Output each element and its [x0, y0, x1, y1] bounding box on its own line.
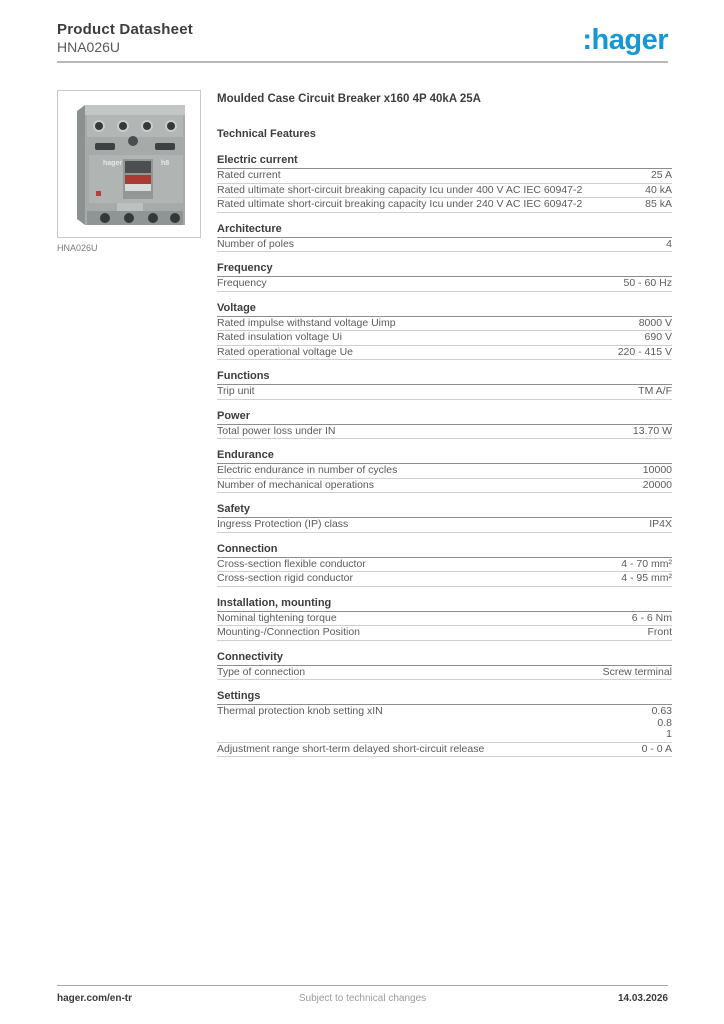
page-title: Product Datasheet	[57, 21, 193, 38]
spec-value: 4 - 95 mm²	[621, 572, 672, 584]
product-image-caption: HNA026U	[57, 243, 98, 253]
spec-label: Rated impulse withstand voltage Uimp	[217, 316, 396, 329]
spec-label: Ingress Protection (IP) class	[217, 518, 349, 530]
spec-row	[217, 464, 672, 479]
footer-divider	[57, 985, 668, 986]
spec-label: Number of poles	[217, 237, 295, 250]
spec-section-title: Settings	[217, 690, 672, 705]
spec-label: Mounting-/Connection Position	[217, 626, 361, 638]
spec-section	[217, 449, 672, 493]
spec-value: 6 - 6 Nm	[631, 611, 672, 624]
spec-row	[217, 705, 672, 743]
spec-row	[217, 385, 672, 400]
spec-value: 10000	[642, 464, 672, 476]
spec-label: Rated ultimate short-circuit breaking capacity Icu under 240 V AC IEC 60947-2	[217, 198, 583, 210]
footer-website-link[interactable]: hager.com/en-tr	[57, 993, 133, 1004]
spec-value: Front	[647, 626, 672, 638]
spec-value: 690 V	[644, 331, 672, 343]
spec-section	[217, 302, 672, 361]
spec-section-title: Connection	[217, 543, 672, 558]
spec-row	[217, 518, 672, 533]
spec-section	[217, 262, 672, 292]
spec-row	[217, 612, 672, 627]
spec-row	[217, 277, 672, 292]
spec-section	[217, 543, 672, 587]
spec-label: Cross-section rigid conductor	[217, 572, 353, 584]
spec-table	[217, 93, 672, 767]
spec-section-title: Connectivity	[217, 651, 672, 666]
svg-text:hager: hager	[103, 160, 123, 167]
technical-features-heading: Technical Features	[217, 128, 316, 140]
spec-section-title: Installation, mounting	[217, 597, 672, 612]
spec-row	[217, 331, 672, 346]
spec-label: Total power loss under IN	[217, 424, 336, 437]
spec-value: TM A/F	[638, 385, 672, 397]
spec-sections	[217, 154, 672, 757]
spec-row	[217, 558, 672, 573]
spec-row	[217, 169, 672, 184]
spec-value: 20000	[642, 478, 672, 491]
spec-value: 13.70 W	[632, 424, 672, 437]
spec-row	[217, 346, 672, 361]
spec-section	[217, 651, 672, 681]
spec-value: 50 - 60 Hz	[623, 277, 672, 289]
spec-value: 4 - 70 mm²	[621, 557, 672, 570]
spec-section	[217, 154, 672, 213]
circuit-breaker-image	[65, 97, 193, 231]
spec-value: 4	[666, 237, 672, 250]
spec-value: 0 - 0 A	[641, 742, 672, 755]
spec-value: Screw terminal	[602, 665, 672, 678]
spec-label: Rated operational voltage Ue	[217, 345, 354, 358]
spec-label: Rated insulation voltage Ui	[217, 331, 342, 343]
spec-row	[217, 184, 672, 199]
spec-row	[217, 317, 672, 332]
hager-logo: :hager	[582, 24, 668, 56]
footer	[57, 993, 668, 1004]
spec-label: Electric endurance in number of cycles	[217, 464, 398, 476]
spec-section-title: Power	[217, 410, 672, 425]
spec-value: 85 kA	[645, 198, 672, 210]
spec-label: Thermal protection knob setting xIN	[217, 705, 383, 717]
spec-value: 0.63 0.8 1	[651, 705, 672, 740]
spec-label: Rated ultimate short-circuit breaking capacity Icu under 400 V AC IEC 60947-2	[217, 183, 583, 196]
footer-disclaimer: Subject to technical changes	[298, 993, 427, 1004]
svg-text:h8: h8	[161, 160, 170, 167]
spec-label: Number of mechanical operations	[217, 478, 374, 491]
spec-section-title: Frequency	[217, 262, 672, 277]
spec-label: Adjustment range short-term delayed short-circuit release	[217, 742, 485, 755]
spec-row	[217, 666, 672, 681]
product-reference: HNA026U	[57, 39, 121, 55]
spec-row	[217, 743, 672, 758]
spec-label: Nominal tightening torque	[217, 611, 337, 624]
spec-row	[217, 626, 672, 641]
spec-section	[217, 690, 672, 757]
spec-label: Frequency	[217, 277, 267, 289]
spec-label: Type of connection	[217, 665, 306, 678]
spec-section	[217, 370, 672, 400]
spec-row	[217, 238, 672, 253]
spec-section	[217, 223, 672, 253]
product-figure	[57, 90, 201, 253]
spec-section-title: Safety	[217, 503, 672, 518]
spec-section-title: Voltage	[217, 302, 672, 317]
spec-section-title: Architecture	[217, 223, 672, 238]
spec-row	[217, 479, 672, 494]
spec-label: Cross-section flexible conductor	[217, 557, 366, 570]
header-divider	[57, 61, 668, 63]
spec-row	[217, 198, 672, 213]
product-title: Moulded Case Circuit Breaker x160 4P 40kA 25A	[217, 93, 481, 105]
spec-value: 25 A	[650, 169, 672, 181]
spec-value: 40 kA	[645, 183, 672, 196]
spec-label: Rated current	[217, 169, 281, 181]
spec-section	[217, 503, 672, 533]
spec-value: 8000 V	[638, 316, 672, 329]
spec-row	[217, 425, 672, 440]
spec-value: 220 - 415 V	[617, 345, 672, 358]
spec-section	[217, 410, 672, 440]
spec-section-title: Endurance	[217, 449, 672, 464]
product-image-frame	[57, 90, 201, 238]
spec-section-title: Functions	[217, 370, 672, 385]
spec-section-title: Electric current	[217, 154, 672, 169]
spec-section	[217, 597, 672, 641]
footer-date: 14.03.2026	[617, 993, 668, 1004]
spec-value: IP4X	[649, 518, 672, 530]
spec-label: Trip unit	[217, 385, 255, 397]
spec-row	[217, 572, 672, 587]
